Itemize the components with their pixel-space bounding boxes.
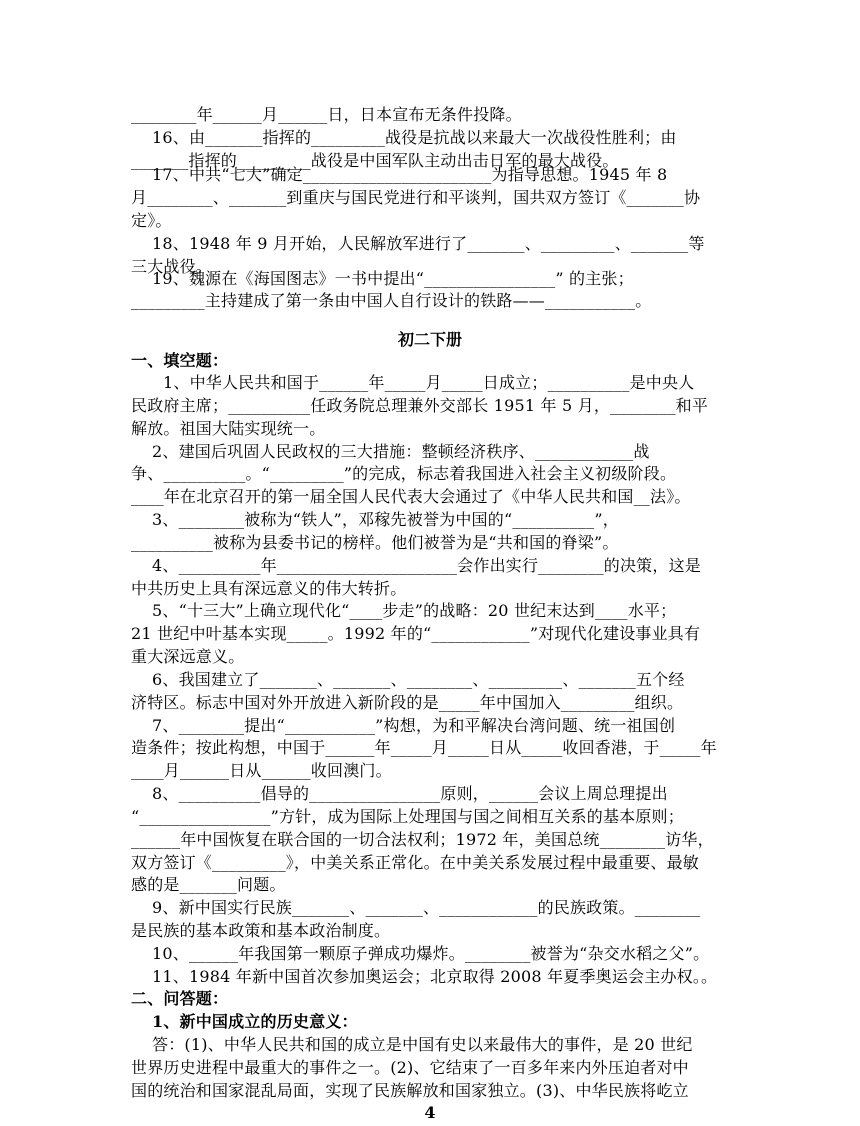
question-5: 5、“十三大”上确立现代化“____步走”的战略：20 世纪末达到____水平； (152, 601, 677, 620)
text-line: ________年______月______日，日本宣布无条件投降。 (131, 105, 522, 124)
question-16: 16、由_______指挥的_________战役是抗战以来最大一次战役性胜利；由 (152, 128, 677, 147)
text-line: 争、__________。“_________”的完成，标志着我国进入社会主义初级阶段。 (131, 464, 677, 483)
text-line: 双方签订《_________》，中美关系正常化。在中美关系发展过程中最重要、最敏 (131, 853, 700, 872)
text-line: 国的统治和国家混乱局面，实现了民族解放和国家独立。(3)、中华民族将屹立 (131, 1081, 689, 1100)
text-line: 月________、_______到重庆与国民党进行和平谈判，国共双方签订《_______协 (131, 188, 701, 207)
question-10: 10、______年我国第一颗原子弹成功爆炸。________被誉为“杂交水稻之父”。 (152, 944, 710, 963)
answer-line: 答：(1)、中华人民共和国的成立是中国有史以来最伟大的事件，是 20 世纪 (152, 1035, 693, 1054)
text-line: 重大深远意义。 (131, 647, 245, 666)
question-19: 19、魏源在《海国图志》一书中提出“________________” 的主张； (152, 269, 634, 288)
page-number: 4 (424, 1103, 436, 1122)
section-heading-qa: 二、问答题： (131, 989, 229, 1008)
section-heading-fill-blank: 一、填空题： (131, 351, 229, 370)
question-4: 4、__________年______________________会作出实行________的决策，这是 (152, 556, 701, 575)
text-line: ____月______日从______收回澳门。 (131, 761, 392, 780)
text-line: 济特区。标志中国对外开放进入新阶段的是_____年中国加入_________组织。 (131, 693, 684, 712)
question-11: 11、1984 年新中国首次参加奥运会；北京取得 2008 年夏季奥运会主办权。。 (152, 967, 718, 986)
text-line: _______指挥的_________战役是中国军队主动出击日军的最大战役。 (131, 151, 619, 170)
text-line: __________被称为县委书记的榜样。他们被誉为是“共和国的脊梁”。 (131, 533, 619, 552)
question-18: 18、1948 年 9 月开始，人民解放军进行了_______、_________、_______等 (152, 234, 705, 253)
question-6: 6、我国建立了_______、_______、________、_________、_______五个经 (152, 670, 685, 689)
text-line: 造条件；按此构想，中国于______年_____月_____日从_____收回香港，于_____年 (131, 738, 717, 757)
text-line: 民政府主席；__________任政务院总理兼外交部长 1951 年 5 月，________和平 (131, 396, 709, 415)
text-line: 三大战役。 (131, 257, 213, 276)
question-1: 1、中华人民共和国于______年_____月_____日成立；__________是中央人 (163, 373, 695, 392)
text-line: 定》。 (131, 211, 172, 230)
text-line: 感的是_______问题。 (131, 875, 286, 894)
question-3: 3、________被称为“铁人”，邓稼先被誉为中国的“__________”， (152, 510, 619, 529)
question-2: 2、建国后巩固人民政权的三大措施：整顿经济秩序、____________战 (152, 442, 650, 461)
text-line: 解放。祖国大陆实现统一。 (131, 419, 326, 438)
text-line: ____年在北京召开的第一届全国人民代表大会通过了《中华人民共和国__法》。 (131, 487, 691, 506)
question-17: 17、中共“七大”确定_______________________为指导思想。1945 年 8 (152, 165, 668, 184)
text-line: 21 世纪中叶基本实现_____。1992 年的“____________”对现代化建设事业具有 (131, 624, 701, 643)
question-9: 9、新中国实行民族_______、_______、____________的民族政策。________ (152, 898, 701, 917)
section-title: 初二下册 (397, 330, 462, 349)
text-line: _________主持建成了第一条由中国人自行设计的铁路——___________。 (131, 291, 652, 310)
text-line: 中共历史上具有深远意义的伟大转折。 (131, 579, 407, 598)
text-line: ______年中国恢复在联合国的一切合法权利；1972 年，美国总统________访华， (131, 830, 714, 849)
text-line: 世界历史进程中最重大的事件之一。(2)、它结束了一百多年来内外压迫者对中 (131, 1058, 689, 1077)
text-line: 是民族的基本政策和基本政治制度。 (131, 921, 391, 940)
qa-question-1: 1、新中国成立的历史意义： (152, 1012, 358, 1031)
question-8: 8、__________倡导的________________原则，______会议上周总理提出 (152, 784, 668, 803)
text-line: “________________”方针，成为国际上处理国与国之间相互关系的基本原则； (131, 807, 684, 826)
question-7: 7、________提出“___________”构想，为和平解决台湾问题、统一祖国创 (152, 716, 676, 735)
